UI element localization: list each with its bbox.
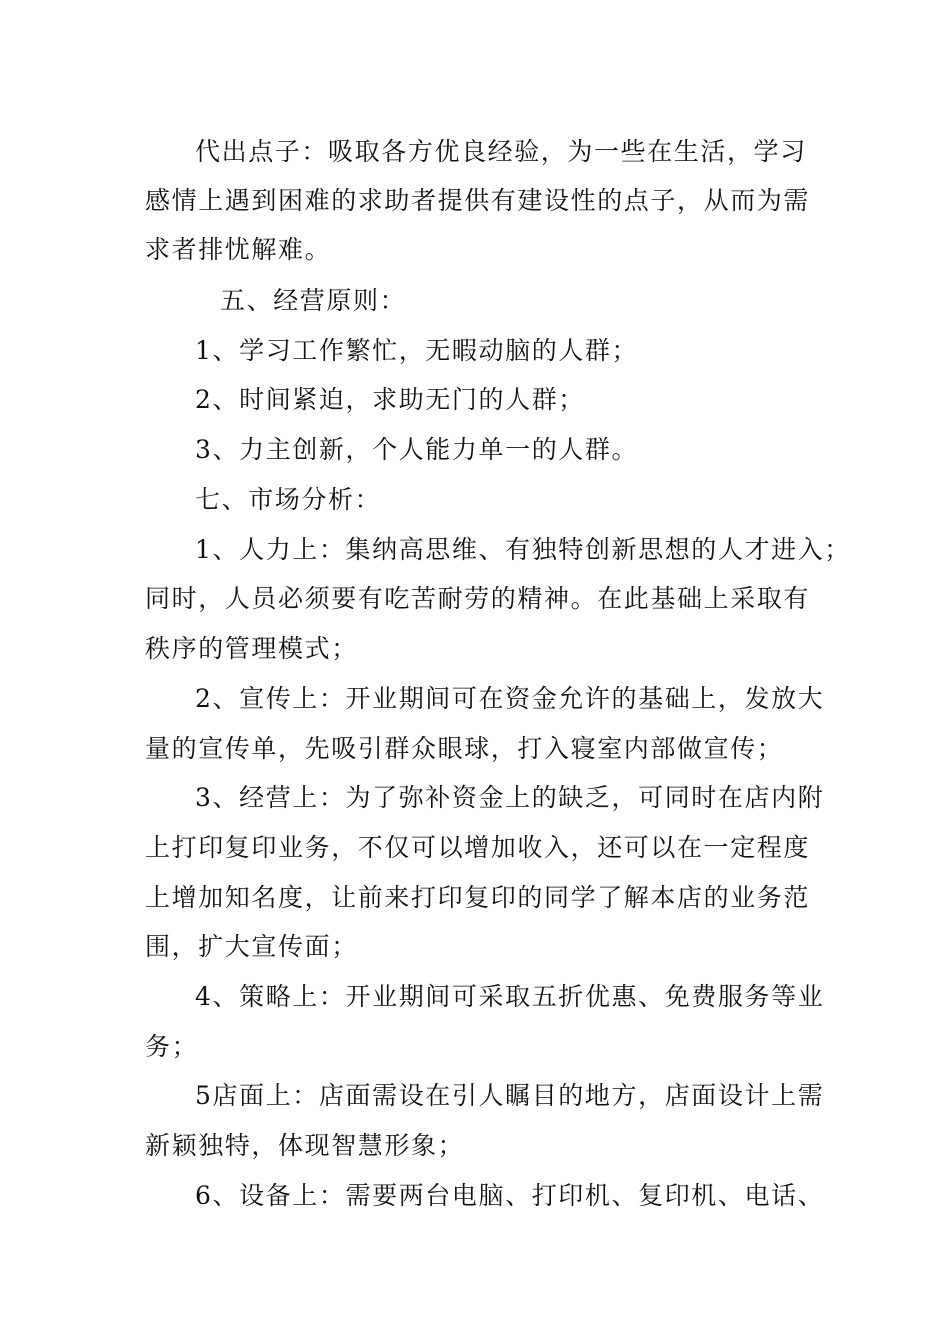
paragraph-line: 5店面上：店面需设在引人瞩目的地方，店面设计上需 [195, 1081, 825, 1110]
paragraph-line: 代出点子：吸取各方优良经验，为一些在生活，学习 [195, 137, 807, 166]
list-item: 1、学习工作繁忙，无暇动脑的人群； [195, 336, 639, 365]
paragraph-line: 围，扩大宣传面； [145, 932, 358, 961]
section-heading: 七、市场分析： [195, 485, 382, 514]
paragraph-line: 求者排忧解难。 [145, 235, 332, 264]
paragraph-line: 上打印复印业务，不仅可以增加收入，还可以在一定程度 [145, 833, 811, 862]
section-heading: 五、经营原则： [220, 286, 407, 315]
paragraph-line: 6、设备上：需要两台电脑、打印机、复印机、电话、 [195, 1181, 825, 1210]
paragraph-line: 同时，人员必须要有吃苦耐劳的精神。在此基础上采取有 [145, 584, 811, 613]
paragraph-line: 3、经营上：为了弥补资金上的缺乏，可同时在店内附 [195, 783, 825, 812]
paragraph-line: 2、宣传上：开业期间可在资金允许的基础上，发放大 [195, 684, 825, 713]
list-item: 2、时间紧迫，求助无门的人群； [195, 385, 585, 414]
list-item: 3、力主创新，个人能力单一的人群。 [195, 435, 639, 464]
paragraph-line: 上增加知名度，让前来打印复印的同学了解本店的业务范 [145, 883, 811, 912]
paragraph-line: 秩序的管理模式； [145, 634, 358, 663]
paragraph-line: 量的宣传单，先吸引群众眼球，打入寝室内部做宣传； [145, 734, 784, 763]
paragraph-line: 1、人力上：集纳高思维、有独特创新思想的人才进入； [195, 535, 851, 564]
paragraph-line: 新颖独特，体现智慧形象； [145, 1131, 465, 1160]
paragraph-line: 4、策略上：开业期间可采取五折优惠、免费服务等业 [195, 982, 825, 1011]
paragraph-line: 感情上遇到困难的求助者提供有建设性的点子，从而为需 [145, 186, 811, 215]
paragraph-line: 务； [145, 1032, 199, 1061]
